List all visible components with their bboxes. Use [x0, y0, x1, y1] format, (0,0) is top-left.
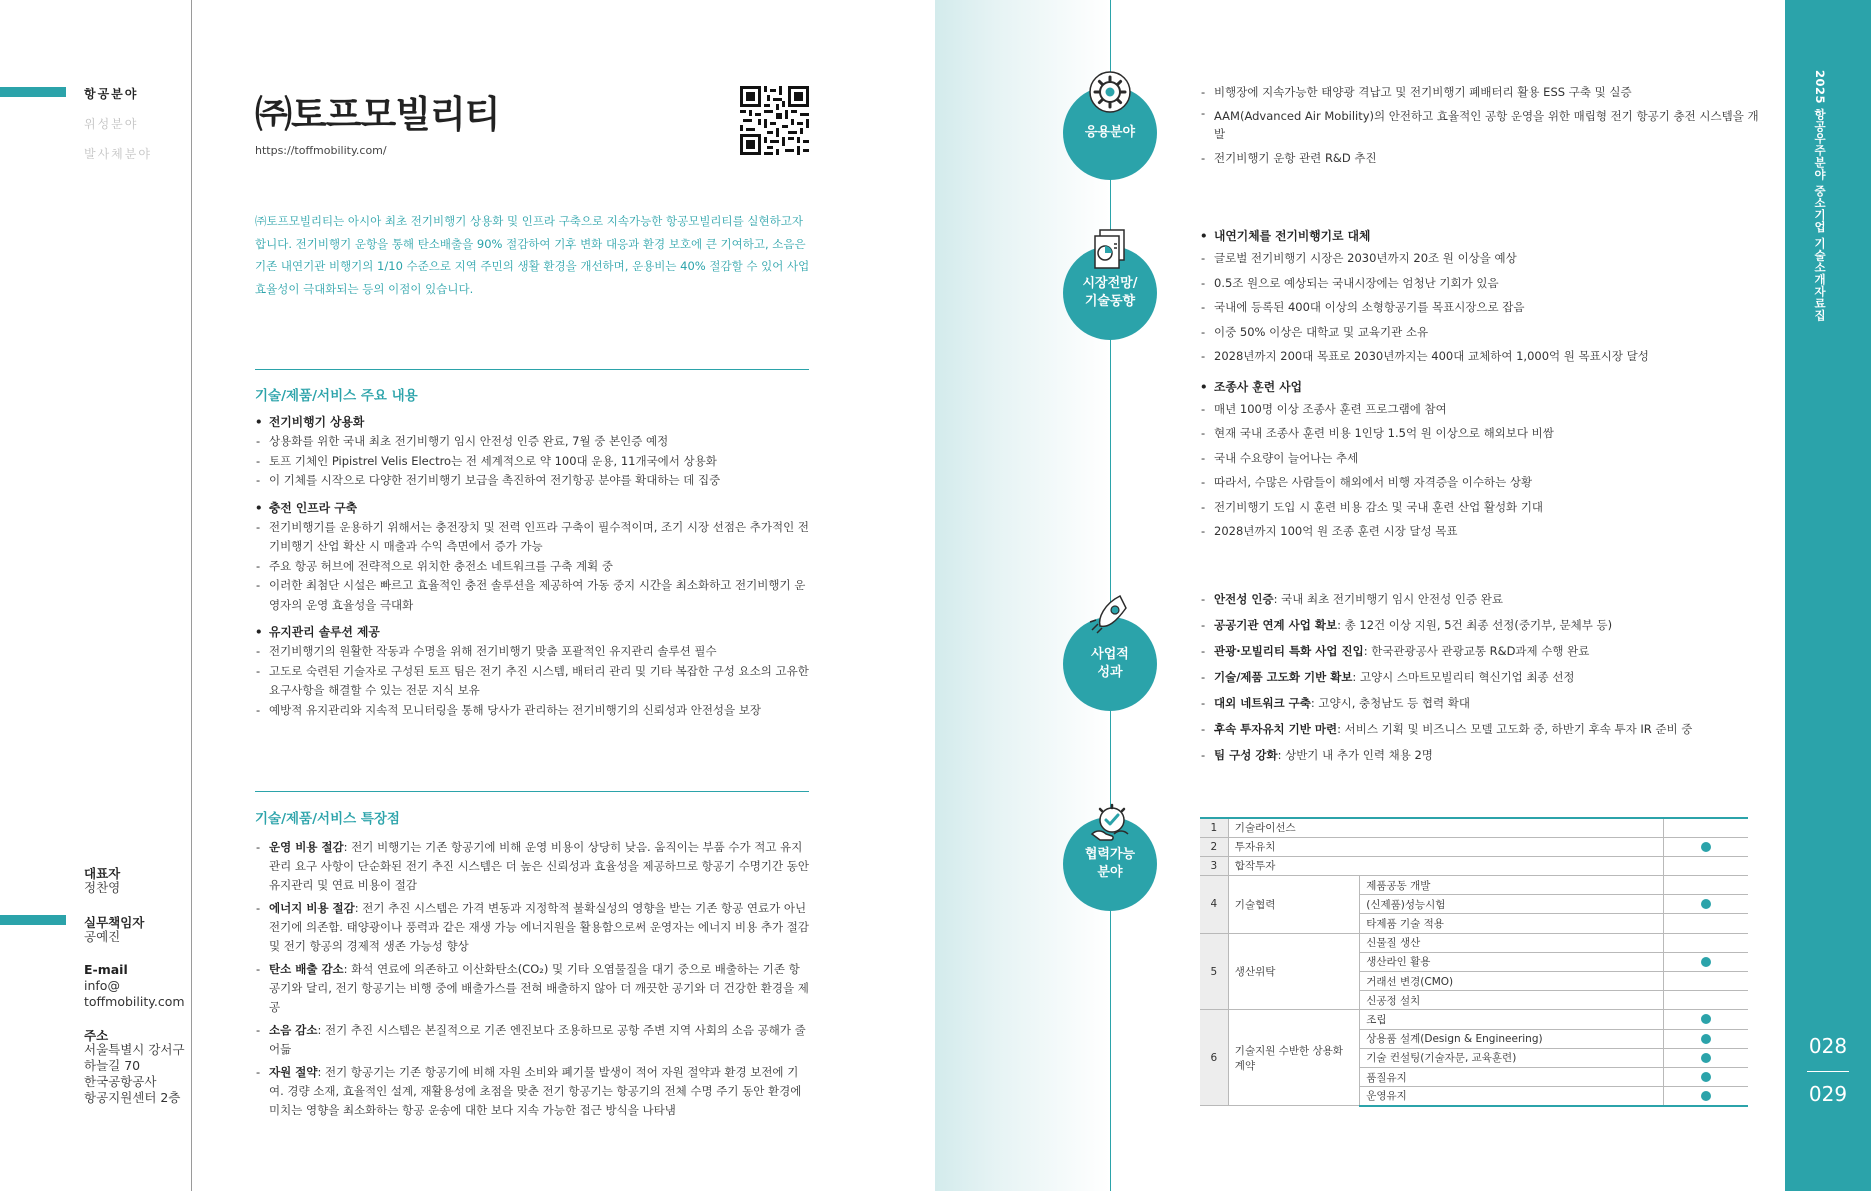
section-divider — [255, 791, 809, 792]
row-number: 3 — [1200, 856, 1228, 875]
row-mark — [1663, 991, 1748, 1010]
list-item: - 이중 50% 이상은 대학교 및 교육기관 소유 — [1200, 320, 1760, 345]
market-content — [1200, 226, 1760, 544]
table-row — [1200, 818, 1748, 837]
achievement-item — [1200, 612, 1760, 638]
table-row — [1200, 837, 1748, 856]
row-number: 2 — [1200, 837, 1228, 856]
list-item: - 고도로 숙련된 기술자로 구성된 토프 팀은 전기 추진 시스템, 배터리 관리 및 기타 복잡한 구성 요소의 고유한 요구사항을 해결할 수 있는 전문 지식 보유 — [255, 662, 810, 701]
row-mark — [1663, 972, 1748, 991]
row-mark — [1663, 1010, 1748, 1029]
list-item: - 매년 100명 이상 조종사 훈련 프로그램에 참여 — [1200, 397, 1760, 422]
group-heading: • 유지관리 솔루션 제공 — [255, 622, 810, 642]
feature-bold: 자원 절약 — [269, 1065, 318, 1079]
list-item: - 2028년까지 100억 원 조종 훈련 시장 달성 목표 — [1200, 519, 1760, 544]
feature-item — [255, 1063, 810, 1120]
page-number-left: 028 — [1808, 1034, 1848, 1058]
list-item: - 비행장에 지속가능한 태양광 격납고 및 전기비행기 폐배터리 활용 ESS 구축 및 실증 — [1200, 80, 1760, 104]
row-number: 5 — [1200, 933, 1228, 1010]
achievement-item — [1200, 586, 1760, 612]
circle-label: 시장전망/ — [1082, 276, 1138, 291]
document-chart-icon — [1086, 226, 1134, 274]
feature-text: : 전기 추진 시스템은 본질적으로 기존 엔진보다 조용하므로 공항 주변 지역 사회의 소음 공해가 줄어듦 — [269, 1023, 806, 1056]
check-dot-icon — [1701, 1034, 1711, 1044]
achievement-item — [1200, 638, 1760, 664]
row-mark — [1663, 818, 1748, 837]
check-dot-icon — [1701, 957, 1711, 967]
tech-main-content — [255, 412, 810, 720]
gear-icon — [1086, 68, 1134, 116]
row-mark — [1663, 1087, 1748, 1106]
page-number-right: 029 — [1808, 1082, 1848, 1106]
achievement-text: : 서비스 기획 및 비즈니스 모델 고도화 중, 하반기 후속 투자 IR 준비 중 — [1337, 722, 1693, 736]
nav-item-satellite[interactable]: 위성분야 — [84, 117, 139, 131]
row-subcategory: 제품공동 개발 — [1360, 876, 1663, 895]
circle-label: 성과 — [1097, 665, 1123, 680]
nav-divider — [191, 0, 192, 1191]
table-row — [1200, 856, 1748, 875]
row-subcategory: (신제품)성능시험 — [1360, 895, 1663, 914]
feature-item — [255, 1021, 810, 1059]
list-item: - 전기비행기 운항 관련 R&D 추진 — [1200, 146, 1760, 170]
circle-label: 분야 — [1097, 865, 1123, 880]
achievement-bold: 대외 네트워크 구축 — [1214, 696, 1311, 710]
group-heading: • 내연기체를 전기비행기로 대체 — [1200, 226, 1760, 246]
circle-label: 기술동향 — [1084, 294, 1136, 309]
achievement-text: : 상반기 내 추가 인력 채용 2명 — [1277, 748, 1433, 762]
feature-item — [255, 838, 810, 895]
list-item: - 국내에 등록된 400대 이상의 소형항공기를 목표시장으로 잡음 — [1200, 295, 1760, 320]
tech-features-content — [255, 838, 810, 1124]
list-item: - 상용화를 위한 국내 최초 전기비행기 임시 안전성 인증 완료, 7월 중 본인증 예정 — [255, 432, 810, 452]
list-item: - 전기비행기 도입 시 훈련 비용 감소 및 국내 훈련 산업 활성화 기대 — [1200, 495, 1760, 520]
achievement-bold: 관광·모빌리티 특화 사업 진입 — [1214, 644, 1364, 658]
company-url[interactable]: https://toffmobility.com/ — [255, 144, 387, 157]
list-item: - 현재 국내 조종사 훈련 비용 1인당 1.5억 원 이상으로 해외보다 비쌈 — [1200, 421, 1760, 446]
email-line-2[interactable]: toffmobility.com — [84, 994, 185, 1009]
contact-marker-bar — [0, 915, 66, 925]
feature-item — [255, 899, 810, 956]
address-line-3: 한국공항공사 — [84, 1074, 157, 1089]
row-mark — [1663, 1067, 1748, 1086]
manager-name: 공예진 — [84, 929, 121, 944]
achievement-text: : 국내 최초 전기비행기 임시 안전성 인증 완료 — [1273, 592, 1503, 606]
group-heading: • 충전 인프라 구축 — [255, 498, 810, 518]
table-row — [1200, 876, 1748, 895]
row-mark — [1663, 856, 1748, 875]
achievement-bold: 기술/제품 고도화 기반 확보 — [1214, 670, 1353, 684]
row-category: 생산위탁 — [1228, 933, 1359, 1010]
row-mark — [1663, 876, 1748, 895]
feature-bold: 에너지 비용 절감 — [269, 901, 355, 915]
ceo-name: 정찬영 — [84, 880, 121, 895]
address-line-4: 항공지원센터 2층 — [84, 1090, 181, 1105]
row-subcategory: 신공정 설치 — [1360, 991, 1663, 1010]
list-item: - 주요 항공 허브에 전략적으로 위치한 충전소 네트워크를 구축 계획 중 — [255, 557, 810, 577]
email-label: E-mail — [84, 962, 128, 977]
table-row — [1200, 1010, 1748, 1029]
row-subcategory: 생산라인 활용 — [1360, 952, 1663, 971]
check-dot-icon — [1701, 1053, 1711, 1063]
qr-code-icon[interactable] — [740, 86, 809, 155]
group-heading: • 조종사 훈련 사업 — [1200, 377, 1760, 397]
address-label: 주소 — [84, 1028, 109, 1043]
tech-features-title: 기술/제품/서비스 특장점 — [255, 811, 400, 827]
row-subcategory: 품질유지 — [1360, 1067, 1663, 1086]
feature-item — [255, 960, 810, 1017]
feature-bold: 탄소 배출 감소 — [269, 962, 344, 976]
row-mark — [1663, 837, 1748, 856]
row-mark — [1663, 914, 1748, 933]
company-title: ㈜토프모빌리티 — [255, 93, 500, 136]
circle-label: 협력가능 — [1084, 847, 1136, 862]
check-dot-icon — [1701, 1072, 1711, 1082]
check-dot-icon — [1701, 1091, 1711, 1101]
manager-label: 실무책임자 — [84, 915, 145, 930]
row-category: 기술협력 — [1228, 876, 1359, 934]
company-intro: ㈜토프모빌리티는 아시아 최초 전기비행기 상용화 및 인프라 구축으로 지속가능한 항공모빌리티를 실현하고자 합니다. 전기비행기 운항을 통해 탄소배출을 90% 절감하여 기후 변화 대응과 환경 보호에 큰 기여하고, 소음은 기존 내연기관 비행기의 1/10 수준으로 지역 주민의 생활 환경을 개선하며, 운용비는 40% 절감할 수 있어 사업 효율성이 극대화되는 등의 이점이 있습니다. — [255, 214, 810, 296]
ceo-label: 대표자 — [84, 866, 121, 881]
nav-item-launch-vehicle[interactable]: 발사체분야 — [84, 147, 152, 161]
feature-bold: 소음 감소 — [269, 1023, 318, 1037]
application-content — [1200, 80, 1760, 170]
email-line-1[interactable]: info@ — [84, 978, 120, 993]
cooperation-table — [1200, 817, 1748, 1107]
row-number: 6 — [1200, 1010, 1228, 1106]
nav-active-bar — [0, 87, 66, 97]
feature-text: : 전기 항공기는 기존 항공기에 비해 자원 소비와 폐기물 발생이 적어 자원 절약과 환경 보전에 기여. 경량 소재, 효율적인 설계, 재활용성에 초점을 맞춘 전기 항공기는 항공기의 전체 수명 주기 동안 환경에 미치는 영향을 최소화하는 항공 운송에 대한 보다 지속 가능한 접근 방식을 나타냄 — [269, 1065, 802, 1117]
list-item: - 토프 기체인 Pipistrel Velis Electro는 전 세계적으로 약 100대 운용, 11개국에서 상용화 — [255, 452, 810, 472]
achievement-bold: 안전성 인증 — [1214, 592, 1274, 606]
achievement-item — [1200, 664, 1760, 690]
achievement-text: : 고양시 스마트모빌리티 혁신기업 최종 선정 — [1352, 670, 1575, 684]
achievements-content — [1200, 586, 1760, 768]
check-dot-icon — [1701, 842, 1711, 852]
address-line-2: 하늘길 70 — [84, 1058, 141, 1073]
check-dot-icon — [1701, 899, 1711, 909]
list-item: - AAM(Advanced Air Mobility)의 안전하고 효율적인 공항 운영을 위한 매립형 전기 항공기 충전 시스템을 개발 — [1200, 104, 1760, 146]
row-subcategory: 거래선 변경(CMO) — [1360, 972, 1663, 991]
book-title-vertical: 2025 항공우주분야 중소기업 기술소개자료집 — [1813, 70, 1827, 322]
row-mark — [1663, 1029, 1748, 1048]
circle-label: 사업적 — [1091, 647, 1129, 662]
list-item: - 따라서, 수많은 사람들이 해외에서 비행 자격증을 이수하는 상황 — [1200, 470, 1760, 495]
circle-label: 응용분야 — [1084, 125, 1136, 140]
page-spine-gradient — [935, 0, 1110, 1191]
teal-sidebar — [1785, 0, 1871, 1191]
achievement-item — [1200, 716, 1760, 742]
row-category: 기술지원 수반한 상용화 계약 — [1228, 1010, 1359, 1106]
list-item: - 국내 수요량이 늘어나는 추세 — [1200, 446, 1760, 471]
left-navigation — [0, 0, 192, 1191]
achievement-bold: 공공기관 연계 사업 확보 — [1214, 618, 1338, 632]
row-mark — [1663, 895, 1748, 914]
list-item: - 예방적 유지관리와 지속적 모니터링을 통해 당사가 관리하는 전기비행기의 신뢰성과 안전성을 보장 — [255, 701, 810, 721]
achievement-item — [1200, 690, 1760, 716]
row-category: 합작투자 — [1228, 856, 1663, 875]
address-line-1: 서울특별시 강서구 — [84, 1042, 185, 1057]
page-number-divider — [1807, 1071, 1849, 1072]
row-mark — [1663, 1048, 1748, 1067]
achievement-text: : 한국관광공사 관광교통 R&D과제 수행 완료 — [1363, 644, 1590, 658]
group-heading: • 전기비행기 상용화 — [255, 412, 810, 432]
feature-text: : 화석 연료에 의존하고 이산화탄소(CO₂) 및 기타 오염물질을 대기 중으로 배출하는 기존 항공기와 달리, 전기 항공기는 비행 중에 배출가스를 전혀 배출하지 않아 더 깨끗한 공기와 더 건강한 환경을 제공 — [269, 962, 809, 1014]
list-item: - 이러한 최첨단 시설은 빠르고 효율적인 충전 솔루션을 제공하여 가동 중지 시간을 최소화하고 전기비행기 운영자의 운영 효율성을 극대화 — [255, 576, 810, 615]
row-number: 4 — [1200, 876, 1228, 934]
tech-main-title: 기술/제품/서비스 주요 내용 — [255, 388, 418, 404]
list-item: - 2028년까지 200대 목표로 2030년까지는 400대 교체하여 1,000억 원 목표시장 달성 — [1200, 344, 1760, 369]
row-number: 1 — [1200, 818, 1228, 837]
row-subcategory: 상용품 설계(Design & Engineering) — [1360, 1029, 1663, 1048]
list-item: - 전기비행기의 원활한 작동과 수명을 위해 전기비행기 맞춤 포괄적인 유지관리 솔루션 필수 — [255, 642, 810, 662]
table-row — [1200, 933, 1748, 952]
row-subcategory: 신물질 생산 — [1360, 933, 1663, 952]
row-subcategory: 기술 컨설팅(기술자문, 교육훈련) — [1360, 1048, 1663, 1067]
row-subcategory: 운영유지 — [1360, 1087, 1663, 1106]
rocket-icon — [1086, 588, 1134, 636]
list-item: - 글로벌 전기비행기 시장은 2030년까지 20조 원 이상을 예상 — [1200, 246, 1760, 271]
handshake-gear-icon — [1086, 800, 1134, 848]
feature-text: : 전기 비행기는 기존 항공기에 비해 운영 비용이 상당히 낮음. 움직이는 부품 수가 적고 유지관리 요구 사항이 단순화된 전기 추진 시스템은 더 높은 신뢰성과 효율성을 제공하므로 항공기 수명기간 동안 유지관리 및 연료 비용이 절감 — [269, 840, 809, 892]
achievement-item — [1200, 742, 1760, 768]
achievement-bold: 후속 투자유치 기반 마련 — [1214, 722, 1338, 736]
list-item: - 전기비행기를 운용하기 위해서는 충전장치 및 전력 인프라 구축이 필수적이며, 조기 시장 선점은 추가적인 전기비행기 산업 확산 시 매출과 수익 측면에서 증가 가능 — [255, 518, 810, 557]
row-subcategory: 타제품 기술 적용 — [1360, 914, 1663, 933]
feature-text: : 전기 추진 시스템은 가격 변동과 지정학적 불확실성의 영향을 받는 기존 항공 연료가 아닌 전기에 의존함. 태양광이나 풍력과 같은 재생 가능 에너지원을 활용함으로써 운영자는 에너지 비용 추가 절감 및 전기 항공의 경제적 생존 가능성 향상 — [269, 901, 809, 953]
section-divider — [255, 369, 809, 370]
row-category: 기술라이선스 — [1228, 818, 1663, 837]
achievement-text: : 총 12건 이상 지원, 5건 최종 선정(중기부, 문체부 등) — [1337, 618, 1613, 632]
achievement-text: : 고양시, 충청남도 등 협력 확대 — [1310, 696, 1471, 710]
list-item: - 이 기체를 시작으로 다양한 전기비행기 보급을 촉진하여 전기항공 분야를 확대하는 데 집중 — [255, 471, 810, 491]
row-subcategory: 조립 — [1360, 1010, 1663, 1029]
list-item: - 0.5조 원으로 예상되는 국내시장에는 엄청난 기회가 있음 — [1200, 271, 1760, 296]
nav-item-aviation[interactable]: 항공분야 — [84, 87, 139, 101]
achievement-bold: 팀 구성 강화 — [1214, 748, 1278, 762]
row-mark — [1663, 952, 1748, 971]
row-mark — [1663, 933, 1748, 952]
check-dot-icon — [1701, 1014, 1711, 1024]
feature-bold: 운영 비용 절감 — [269, 840, 344, 854]
row-category: 투자유치 — [1228, 837, 1663, 856]
